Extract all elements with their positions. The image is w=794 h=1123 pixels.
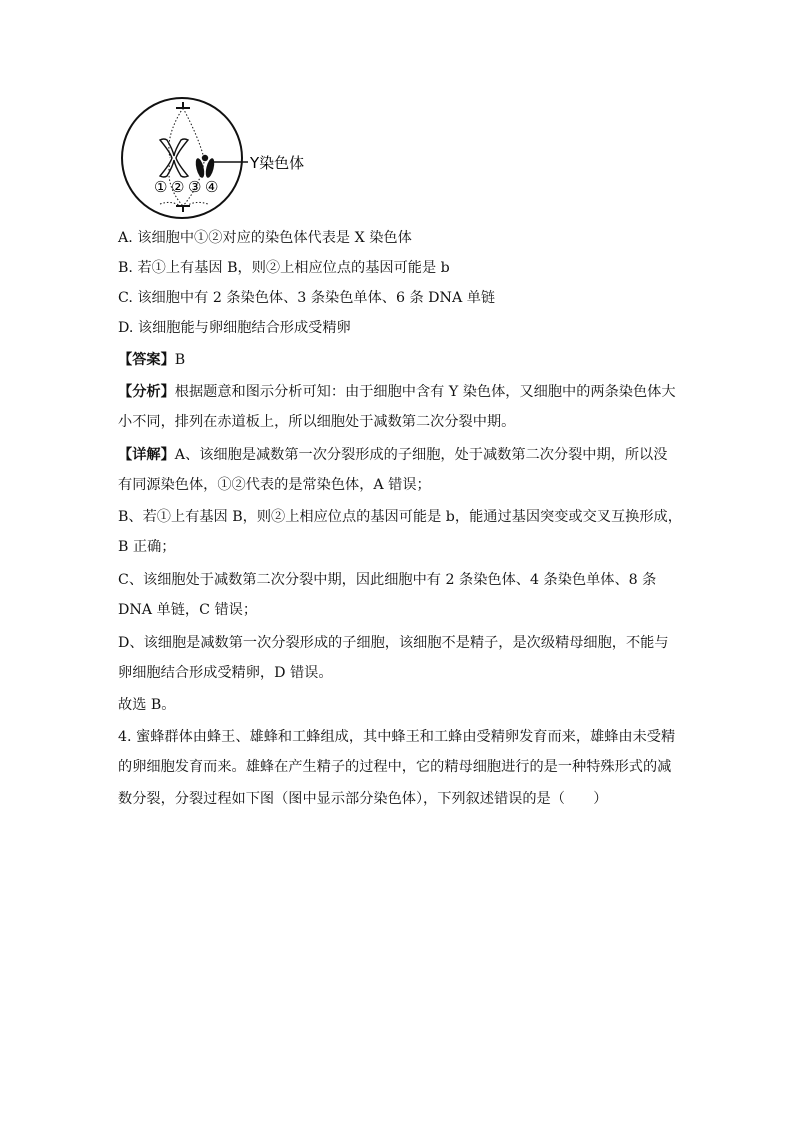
analysis-text-1: 根据题意和图示分析可知：由于细胞中含有 Y 染色体，又细胞中的两条染色体大 <box>174 384 676 400</box>
number-4: ④ <box>205 178 219 196</box>
detail-conclusion: 故选 B。 <box>118 697 176 713</box>
number-2: ② <box>171 178 185 196</box>
detail-line-8: 卵细胞结合形成受精卵，D 错误。 <box>118 665 333 681</box>
y-chromosome-label: Y染色体 <box>250 154 305 172</box>
detail-line-5: C、该细胞处于减数第二次分裂中期，因此细胞中有 2 条染色体、4 条染色单体、8 条 <box>118 572 657 588</box>
question4-line-2: 的卵细胞发育而来。雄蜂在产生精子的过程中，它的精母细胞进行的是一种特殊形式的减 <box>118 759 672 775</box>
detail-line-3: B、若①上有基因 B，则②上相应位点的基因可能是 b，能通过基因突变或交叉互换形成， <box>118 509 682 525</box>
cell-diagram-svg <box>120 96 350 224</box>
analysis-tag: 【分析】 <box>118 384 175 400</box>
detail-line-1 <box>118 445 667 465</box>
answer-value: B <box>174 352 186 368</box>
centrosome-bottom <box>176 206 190 212</box>
analysis-line-2: 小不同，排列在赤道板上，所以细胞处于减数第二次分裂中期。 <box>118 414 516 430</box>
option-a: A. 该细胞中①②对应的染色体代表是 X 染色体 <box>118 230 412 246</box>
option-d: D. 该细胞能与卵细胞结合形成受精卵 <box>118 320 351 336</box>
number-3: ③ <box>188 178 202 196</box>
answer-tag: 【答案】 <box>118 352 175 368</box>
centrosome-top <box>176 102 190 108</box>
detail-text-1: A、该细胞是减数第一次分裂形成的子细胞，处于减数第二次分裂中期，所以没 <box>174 447 668 463</box>
detail-tag: 【详解】 <box>118 447 175 463</box>
cell-membrane <box>122 98 242 218</box>
question4-line-3: 数分裂，分裂过程如下图（图中显示部分染色体），下列叙述错误的是（ ） <box>118 791 608 807</box>
analysis-line-1 <box>118 382 676 402</box>
cell-diagram <box>120 96 350 224</box>
option-c: C. 该细胞中有 2 条染色体、3 条染色单体、6 条 DNA 单链 <box>118 290 496 306</box>
detail-line-2: 有同源染色体，①②代表的是常染色体，A 错误； <box>118 477 431 493</box>
question4-line-1: 4. 蜜蜂群体由蜂王、雄蜂和工蜂组成，其中蜂王和工蜂由受精卵发育而来，雄蜂由未受精 <box>118 729 676 745</box>
y-chromosome <box>194 155 216 179</box>
answer-line <box>118 350 185 370</box>
chromosome-pair-1-2 <box>160 139 188 177</box>
option-b: B. 若①上有基因 B，则②上相应位点的基因可能是 b <box>118 260 450 276</box>
detail-line-4: B 正确； <box>118 539 176 555</box>
detail-line-7: D、该细胞是减数第一次分裂形成的子细胞，该细胞不是精子，是次级精母细胞，不能与 <box>118 635 669 651</box>
detail-line-6: DNA 单链，C 错误； <box>118 602 258 618</box>
number-1: ① <box>154 178 168 196</box>
